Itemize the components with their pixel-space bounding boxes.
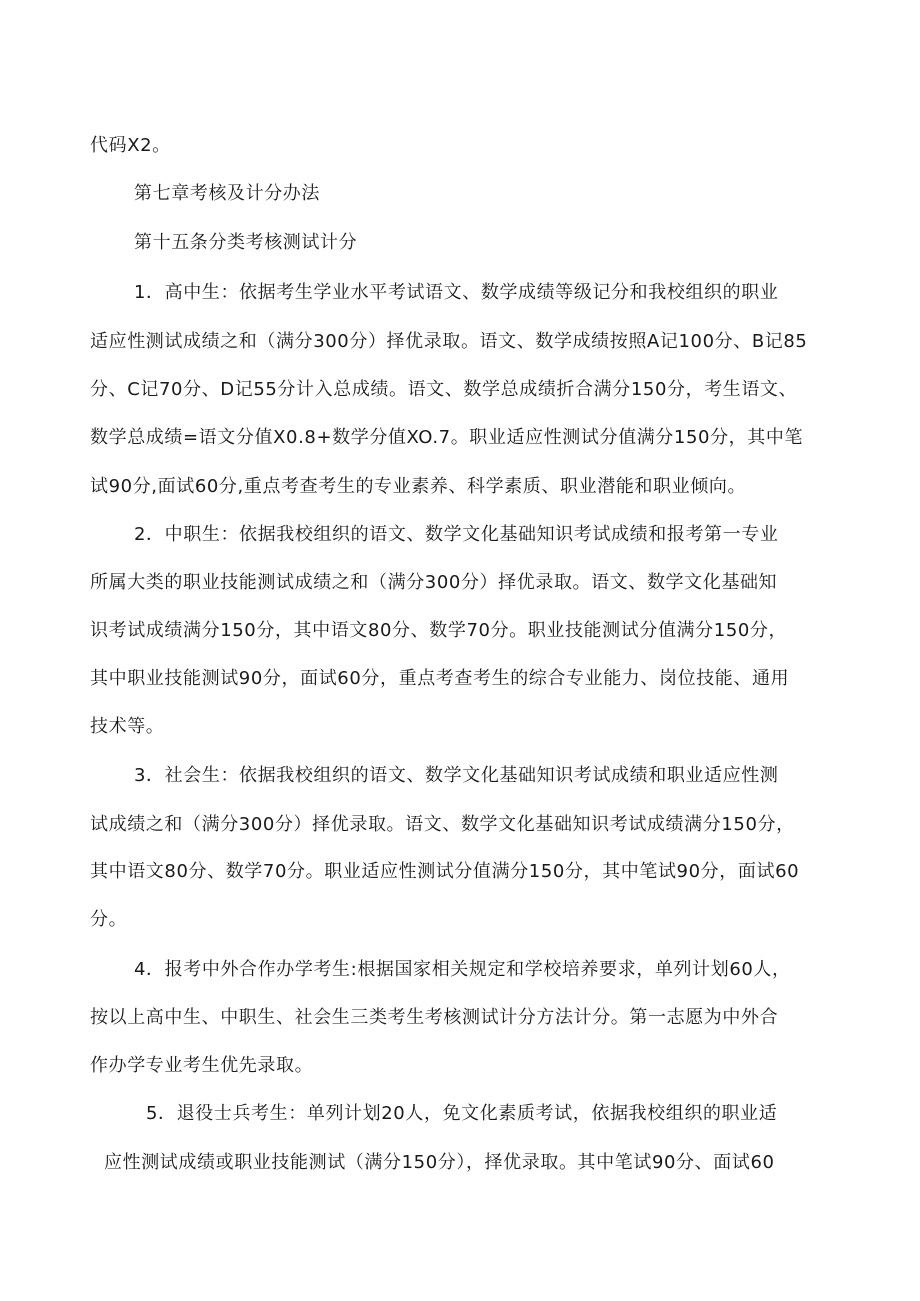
- text-line: 技术等。: [90, 716, 165, 737]
- text-line: 识考试成绩满分150分，其中语文80分、数学70分。职业技能测试分值满分150分，: [90, 620, 788, 641]
- text-line: 试90分,面试60分,重点考查考生的专业素养、科学素质、职业潜能和职业倾向。: [90, 476, 747, 497]
- text-line: 2．中职生：依据我校组织的语文、数学文化基础知识考试成绩和报考第一专业: [134, 524, 779, 545]
- text-line: 3．社会生：依据我校组织的语文、数学文化基础知识考试成绩和职业适应性测: [134, 765, 779, 786]
- text-line: 代码X2。: [90, 135, 171, 156]
- text-line: 作办学专业考生优先录取。: [90, 1055, 314, 1076]
- article-heading: 第十五条分类考核测试计分: [134, 232, 358, 253]
- text-line: 5．退役士兵考生：单列计划20人，免文化素质考试，依据我校组织的职业适: [146, 1103, 778, 1124]
- text-line: 分、C记70分、D记55分计入总成绩。语文、数学总成绩折合满分150分，考生语文、: [90, 379, 798, 400]
- text-line: 应性测试成绩或职业技能测试（满分150分），择优录取。其中笔试90分、面试60: [104, 1152, 775, 1173]
- text-line: 试成绩之和（满分300分）择优录取。语文、数学文化基础知识考试成绩满分150分，: [90, 814, 795, 835]
- text-line: 数学总成绩=语文分值X0.8+数学分值XO.7。职业适应性测试分值满分150分，其中笔: [90, 427, 804, 448]
- text-line: 4．报考中外合作办学考生:根据国家相关规定和学校培养要求，单列计划60人，: [134, 959, 791, 980]
- text-line: 其中语文80分、数学70分。职业适应性测试分值满分150分，其中笔试90分，面试60: [90, 861, 800, 882]
- text-line: 适应性测试成绩之和（满分300分）择优录取。语文、数学成绩按照A记100分、B记85: [90, 331, 808, 352]
- text-line: 其中职业技能测试90分，面试60分，重点考查考生的综合专业能力、岗位技能、通用: [90, 668, 790, 689]
- text-line: 所属大类的职业技能测试成绩之和（满分300分）择优录取。语文、数学文化基础知: [90, 572, 778, 593]
- text-line: 分。: [90, 909, 128, 930]
- text-line: 1．高中生：依据考生学业水平考试语文、数学成绩等级记分和我校组织的职业: [134, 282, 779, 303]
- text-line: 按以上高中生、中职生、社会生三类考生考核测试计分方法计分。第一志愿为中外合: [90, 1007, 779, 1028]
- chapter-heading: 第七章考核及计分办法: [134, 183, 320, 204]
